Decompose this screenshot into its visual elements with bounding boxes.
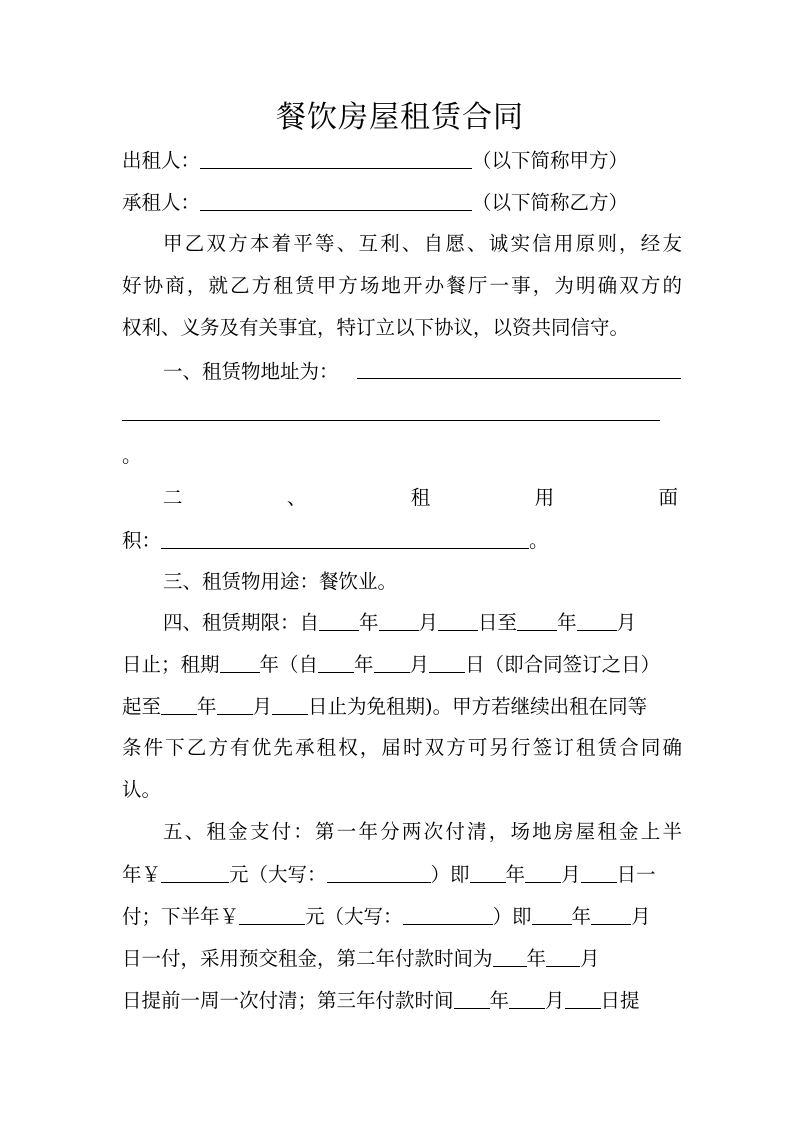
- clause4-text: 年: [197, 695, 217, 718]
- clause4-text: 年: [557, 611, 577, 634]
- lease-term-blank[interactable]: [220, 650, 260, 673]
- clause4-line-1: [163, 608, 682, 637]
- free-end-year-blank[interactable]: [161, 692, 197, 715]
- clause5-text: 年: [505, 863, 526, 886]
- clause2-char-4: 用: [534, 486, 555, 509]
- first-pay-day-blank[interactable]: [581, 860, 617, 883]
- free-start-month-blank[interactable]: [374, 650, 410, 673]
- end-month-blank[interactable]: [577, 608, 617, 631]
- clause5-text: 日一: [616, 863, 656, 886]
- clause4-text: 月: [418, 611, 439, 634]
- clause1-address-blank-1[interactable]: [357, 378, 681, 379]
- clause4-text: 日（即合同签订之日）: [465, 653, 661, 676]
- clause5-line-1: 五、租金支付：第一年分两次付清，场地房屋租金上半: [163, 820, 682, 843]
- clause5-line-2: [122, 860, 682, 889]
- free-end-month-blank[interactable]: [217, 692, 253, 715]
- clause5-text: 元（大写：: [305, 905, 403, 928]
- clause5-text: 年: [571, 905, 592, 928]
- clause1-label: 一、租赁物地址为：: [163, 360, 339, 383]
- lessor-label: 出租人：: [122, 149, 201, 172]
- year3-pay-year-blank[interactable]: [454, 986, 490, 1009]
- second-half-amount-blank[interactable]: [239, 902, 305, 925]
- clause1-end: 。: [122, 444, 142, 467]
- clause5-text: 日提: [600, 989, 640, 1012]
- clause5-line-4: [122, 944, 682, 973]
- clause4-line-2: [122, 650, 682, 679]
- clause5-text: 月: [561, 863, 581, 886]
- first-pay-month-blank[interactable]: [525, 860, 561, 883]
- clause5-text: 年￥: [122, 863, 162, 886]
- area-blank[interactable]: [161, 526, 529, 549]
- clause5-text: 月: [631, 905, 651, 928]
- clause2-char-5: 面: [658, 486, 678, 509]
- clause1-address-blank-2[interactable]: [122, 420, 660, 421]
- clause5-text: 日一付，采用预交租金，第二年付款时间为: [122, 947, 493, 970]
- clause2-end: 。: [529, 529, 549, 552]
- clause4-text: 年: [354, 653, 374, 676]
- start-month-blank[interactable]: [379, 608, 419, 631]
- clause5-text: ）即: [492, 905, 532, 928]
- lessee-line: [122, 188, 682, 217]
- year2-pay-month-blank[interactable]: [546, 944, 580, 967]
- lessor-line: [122, 146, 682, 175]
- clause1-line: [163, 358, 682, 386]
- document-title: 餐饮房屋租赁合同: [276, 100, 524, 135]
- clause2-line-1: [163, 484, 682, 512]
- year2-pay-year-blank[interactable]: [493, 944, 527, 967]
- clause2-label: 积：: [122, 529, 162, 552]
- clause2-char-3: 租: [410, 486, 431, 509]
- clause5-text: 月: [580, 947, 600, 970]
- free-end-day-blank[interactable]: [272, 692, 308, 715]
- clause4-text: 月: [409, 653, 430, 676]
- lessee-blank[interactable]: [200, 188, 472, 211]
- clause4-text: 日止；租期: [122, 653, 220, 676]
- free-start-day-blank[interactable]: [429, 650, 465, 673]
- year3-pay-day-blank[interactable]: [565, 986, 601, 1009]
- clause4-text: 月: [252, 695, 273, 718]
- clause4-line-3: [122, 692, 682, 721]
- clause2-char-1: 二: [163, 486, 183, 509]
- start-year-blank[interactable]: [319, 608, 359, 631]
- preamble-line-2: 好协商，就乙方租赁甲方场地开办餐厅一事，为明确双方的: [122, 274, 682, 297]
- clause5-line-3: [122, 902, 682, 931]
- preamble-line-3: 权利、义务及有关事宜，特订立以下协议，以资共同信守。: [122, 316, 630, 339]
- clause5-text: 元（大写：: [229, 863, 327, 886]
- free-start-year-blank[interactable]: [318, 650, 354, 673]
- second-pay-month-blank[interactable]: [591, 902, 631, 925]
- clause5-text: 月: [545, 989, 565, 1012]
- clause5-text: 付；下半年￥: [122, 905, 240, 928]
- second-half-uppercase-blank[interactable]: [403, 902, 493, 925]
- first-half-uppercase-blank[interactable]: [327, 860, 431, 883]
- clause2-char-2: 、: [286, 486, 307, 509]
- first-pay-year-blank[interactable]: [470, 860, 506, 883]
- preamble-line-1: 甲乙双方本着平等、互利、自愿、诚实信用原则，经友: [163, 232, 682, 255]
- first-half-amount-blank[interactable]: [161, 860, 229, 883]
- start-day-blank[interactable]: [438, 608, 478, 631]
- lessee-suffix: （以下简称乙方）: [472, 191, 629, 214]
- clause4-text: 年: [359, 611, 379, 634]
- second-pay-year-blank[interactable]: [532, 902, 572, 925]
- lessee-label: 承租人：: [122, 191, 201, 214]
- clause2-line-2: [122, 526, 682, 555]
- clause5-text: 日提前一周一次付清；第三年付款时间: [122, 989, 454, 1012]
- clause5-text: 年: [526, 947, 547, 970]
- clause5-line-5: [122, 986, 682, 1015]
- clause4-line-5: 认。: [122, 778, 162, 801]
- lessor-suffix: （以下简称甲方）: [472, 149, 629, 172]
- clause4-text: 起至: [122, 695, 162, 718]
- end-year-blank[interactable]: [517, 608, 557, 631]
- clause5-text: ）即: [430, 863, 470, 886]
- year3-pay-month-blank[interactable]: [509, 986, 545, 1009]
- clause3-line: 三、租赁物用途：餐饮业。: [163, 570, 398, 593]
- lessor-blank[interactable]: [200, 146, 472, 169]
- clause5-text: 年: [489, 989, 510, 1012]
- clause4-text: 日至: [478, 611, 518, 634]
- clause4-text: 日止为免租期)。甲方若继续出租在同等: [308, 695, 648, 718]
- clause4-text: 月: [616, 611, 637, 634]
- clause4-text: 四、租赁期限：自: [163, 611, 320, 634]
- clause4-line-4: 条件下乙方有优先承租权，届时双方可另行签订租赁合同确: [122, 736, 682, 759]
- clause4-text: 年（自: [259, 653, 319, 676]
